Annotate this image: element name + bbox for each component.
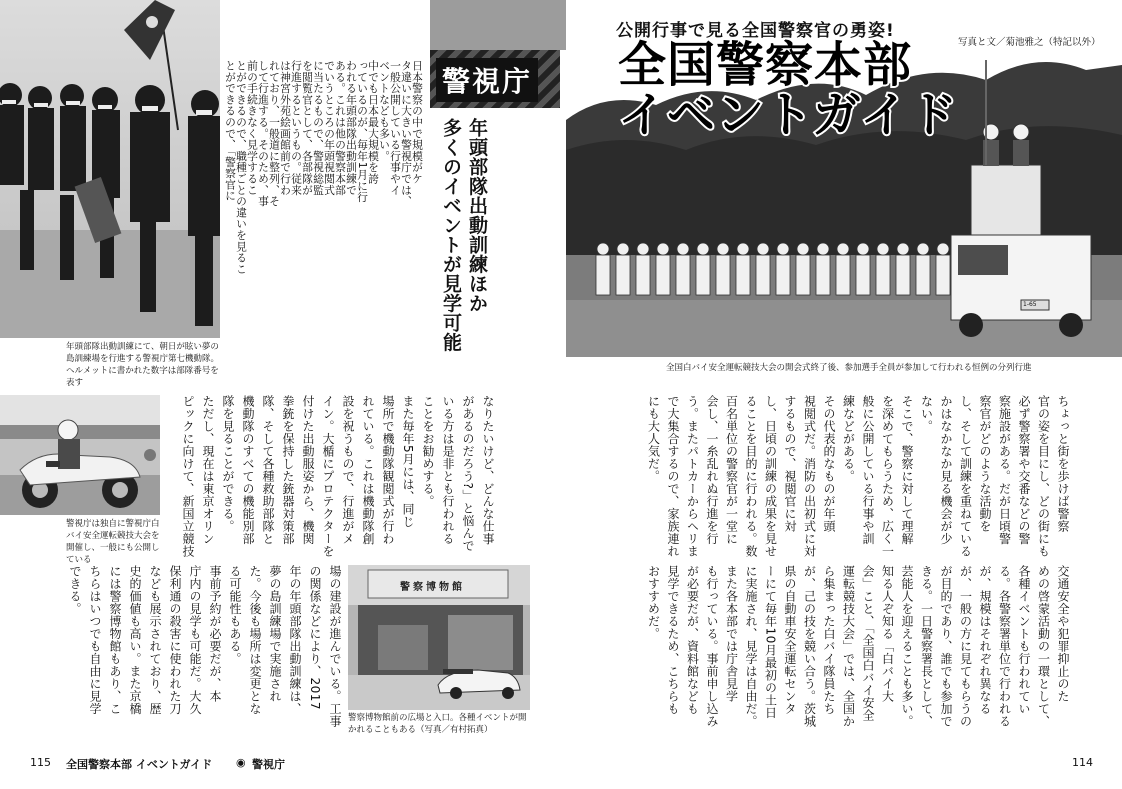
museum-signboard: 警察博物館 xyxy=(400,582,465,593)
text-column: 運転競技大会」では、全国か xyxy=(841,565,856,728)
text-column: 付けた出動服姿から、機関 xyxy=(301,395,315,545)
left-bottom-body-2 xyxy=(60,565,345,730)
text-column: ない。 xyxy=(919,395,934,433)
text-column: れており、一般道に整列、そ xyxy=(268,60,281,207)
text-column: ら集まった白バイ隊員たち xyxy=(822,565,836,715)
text-column: とができるので、職種ごとの違いを見るこ xyxy=(235,60,248,275)
text-column: ピックに向けて、新国立競技 xyxy=(181,395,195,558)
text-column: にも大人気だ。 xyxy=(646,395,661,483)
text-column: があるのだろう?」と悩んで xyxy=(461,395,475,552)
text-column: タ違いに大きい警視庁では、 xyxy=(400,60,413,207)
text-column: いる方は是非とも行われる xyxy=(441,395,455,545)
text-column: また毎年5月には、同じ xyxy=(401,395,415,529)
text-column: 官の姿を目にし、どの街にも xyxy=(1036,395,1051,558)
title-band xyxy=(430,0,566,50)
text-column: 機動隊のすべての機能別部 xyxy=(241,395,255,545)
text-column: イン。大楯にプロテクターを xyxy=(321,395,335,558)
text-column: 視閲式だ。消防の出初式に対 xyxy=(802,395,817,558)
text-column: その代表的なものが年頭 xyxy=(822,395,836,533)
text-column: 事前予約が必要だが、本 xyxy=(208,565,222,703)
text-column: の関係などにより、2017 xyxy=(308,565,322,711)
text-column: 練などがある。 xyxy=(841,395,856,483)
text-column: 場所で機動隊観閲式が行わ xyxy=(381,395,395,545)
main-title-line2: イベントガイド xyxy=(618,87,959,143)
text-column: きる。一日警察署長として、 xyxy=(919,565,934,728)
text-column: 芸能人を迎えることも多い。 xyxy=(900,565,914,728)
motorcycle-photo xyxy=(0,395,160,515)
text-column: 必ず警察署や交番などの警 xyxy=(1017,395,1031,545)
text-column: が、一般の方に見てもらうの xyxy=(958,565,973,728)
riot-squad-caption: 年頭部隊出動訓練にて、朝日が眩い夢の島訓練場を行進する警視庁第七機動隊。ヘルメットに書かれた数字は部隊番号を表す xyxy=(66,342,220,388)
text-column: 夢の島訓練場で実施され xyxy=(268,565,282,703)
text-column: 各種イベントも行われてい xyxy=(1017,565,1031,715)
text-column: でいうところの年頭視閲式 xyxy=(323,60,336,196)
text-column: が目的であり、誰でも参加で xyxy=(939,565,953,728)
text-column: 会し、一糸乱れぬ行進を行 xyxy=(705,395,719,545)
text-column: とができるので、「警察官に xyxy=(224,60,237,202)
section-subtitle-1: 年頭部隊出動訓練ほか xyxy=(466,118,488,313)
text-column: 中でも日本最大規模を誇 xyxy=(367,60,380,185)
right-body-2 xyxy=(638,565,1072,737)
text-column: 察官がどのような活動を xyxy=(978,395,992,533)
text-column: 行進するというもの。従来 xyxy=(290,60,303,196)
text-column: 庁内の見学も可能だ。大久 xyxy=(188,565,202,715)
text-column: が必要だが、資料館なども xyxy=(685,565,700,715)
text-column: なりたいけど、どんな仕事 xyxy=(481,395,495,545)
text-column: 史的価値も高い。また京橋 xyxy=(128,565,142,715)
text-column: ことをお勧めする。 xyxy=(421,395,435,508)
text-column: 交通安全や犯罪抑止のた xyxy=(1056,565,1070,703)
text-column: するもので、視閲官に対 xyxy=(783,395,797,533)
text-column: 察施設がある。だが日頃警 xyxy=(997,395,1012,545)
text-column: かはなかなか見る機会が少 xyxy=(939,395,953,545)
text-column: には警察博物館もあり、こ xyxy=(108,565,122,715)
text-column: 隊、そして各種救助部隊と xyxy=(261,395,275,545)
text-column: そこで、警察に対して理解 xyxy=(900,395,914,545)
text-column: 前の手続きなく見学するこ xyxy=(246,60,259,196)
kicker: 公開行事で見る全国警察官の勇姿! xyxy=(614,16,897,41)
text-column: 隊を見ることができる。 xyxy=(221,395,235,533)
text-column: おすすめだ。 xyxy=(646,565,661,640)
left-footer-title: 全国警察本部 イベントガイド xyxy=(66,758,213,771)
text-column: ある。これは他の警察本部 xyxy=(334,60,347,196)
text-column: に当たるもので、警視総監 xyxy=(312,60,325,196)
text-column: を深めてもらうため、広く一 xyxy=(880,395,895,558)
text-column: 場の建設が進んでいる。工事 xyxy=(328,565,342,728)
text-column: 日本警察の中で規模がケ xyxy=(411,60,424,185)
text-column: ることを目的に行われる。数 xyxy=(744,395,758,558)
text-column: また各本部では庁舎見学 xyxy=(724,565,739,703)
text-column: めの啓蒙活動の一環として、 xyxy=(1036,565,1051,728)
museum-caption: 警察博物館前の広場と入口。各種イベントが開かれることもある（写真／有村拓真） xyxy=(348,713,527,735)
text-column: っているのが、毎年1月に行 xyxy=(356,60,369,203)
text-column: ただし、現在は東京オリン xyxy=(201,395,215,545)
text-column: 百名単位の警察官が一堂に xyxy=(724,395,739,545)
text-column: 一般公開している行事やイ xyxy=(389,60,402,196)
right-body xyxy=(638,395,1072,558)
text-column: 拳銃を保持した銃器対策部 xyxy=(281,395,295,545)
footer-bullet: ◉ xyxy=(236,756,246,769)
text-column: 会」こと、「全国白バイ安全 xyxy=(861,565,875,722)
text-column: ベントなども多い。 xyxy=(378,60,391,162)
text-column: が、規模はそれぞれ異なる xyxy=(978,565,992,715)
main-title-line1: 全国警察本部 xyxy=(618,37,913,93)
text-column: に実施され、見学は自由だ。 xyxy=(744,565,758,728)
text-column: も行っている。事前申し込み xyxy=(705,565,719,728)
text-column: は神宮外苑絵画館前で行わ xyxy=(279,60,292,196)
section-subtitle-2: 多くのイベントが見学可能 xyxy=(440,118,462,352)
text-column: 保利通の殺害に使われた刀 xyxy=(168,565,182,715)
text-column: ーにて毎年10月最初の土日 xyxy=(763,565,778,719)
riot-squad-photo xyxy=(0,0,220,338)
text-column: 知る人ぞ知る「白バイ大 xyxy=(880,565,895,703)
text-column: れている。これは機動隊創 xyxy=(361,395,375,545)
text-column: 見学できるため、こちらも xyxy=(666,565,680,715)
text-column: し、そして訓練を重ねている xyxy=(958,395,973,558)
left-page-number: 115 xyxy=(30,756,51,769)
text-column: 設を祝うもので、行進がメ xyxy=(341,395,355,545)
section-title: 警視庁 xyxy=(436,58,538,102)
text-column: 年の年頭部隊出動訓練は、 xyxy=(288,565,302,715)
motorcycle-caption: 警視庁は独自に警視庁白バイ安全運転競技大会を開催し、一般にも公開している xyxy=(66,519,160,565)
text-column: 般に公開している行事や訓 xyxy=(861,395,875,545)
text-column: る可能性もある。 xyxy=(228,565,242,665)
text-column: う。またパトカーからヘリま xyxy=(685,395,700,558)
text-column: ちょっと街を歩けば警察 xyxy=(1056,395,1070,533)
text-column: ちらはいつでも自由に見学 xyxy=(88,565,102,715)
text-column: る。各警察署単位で行われる xyxy=(997,565,1012,728)
text-column: なども展示されており、歴 xyxy=(148,565,162,715)
text-column: で大集合するので、家族連れ xyxy=(666,395,680,558)
left-bottom-body xyxy=(168,395,498,563)
text-column: た。今後も場所は変更とな xyxy=(248,565,262,715)
text-column: して行進する。そのため、事 xyxy=(257,60,270,207)
plate-text: 1-65 xyxy=(1023,301,1037,308)
credit: 写真と文／菊池雅之（特記以外） xyxy=(958,37,1101,48)
left-footer-section: 警視庁 xyxy=(252,758,285,771)
right-page-number: 114 xyxy=(1072,756,1093,769)
text-column: し、日頃の訓練の成果を見せ xyxy=(763,395,778,558)
text-column: われる年頭部隊出動訓練で xyxy=(345,60,358,196)
text-column: 県の自動車安全運転センタ xyxy=(783,565,797,715)
parade-caption: 全国白バイ安全運転競技大会の開会式終了後、参加選手全員が参加して行われる恒例の分列行進 xyxy=(666,363,1032,373)
left-top-body xyxy=(224,60,424,350)
text-column: できる。 xyxy=(68,565,82,615)
text-column: が、己の技を競い合う。茨城 xyxy=(802,565,817,728)
text-column: を閲覧官として、各部隊が xyxy=(301,60,314,196)
